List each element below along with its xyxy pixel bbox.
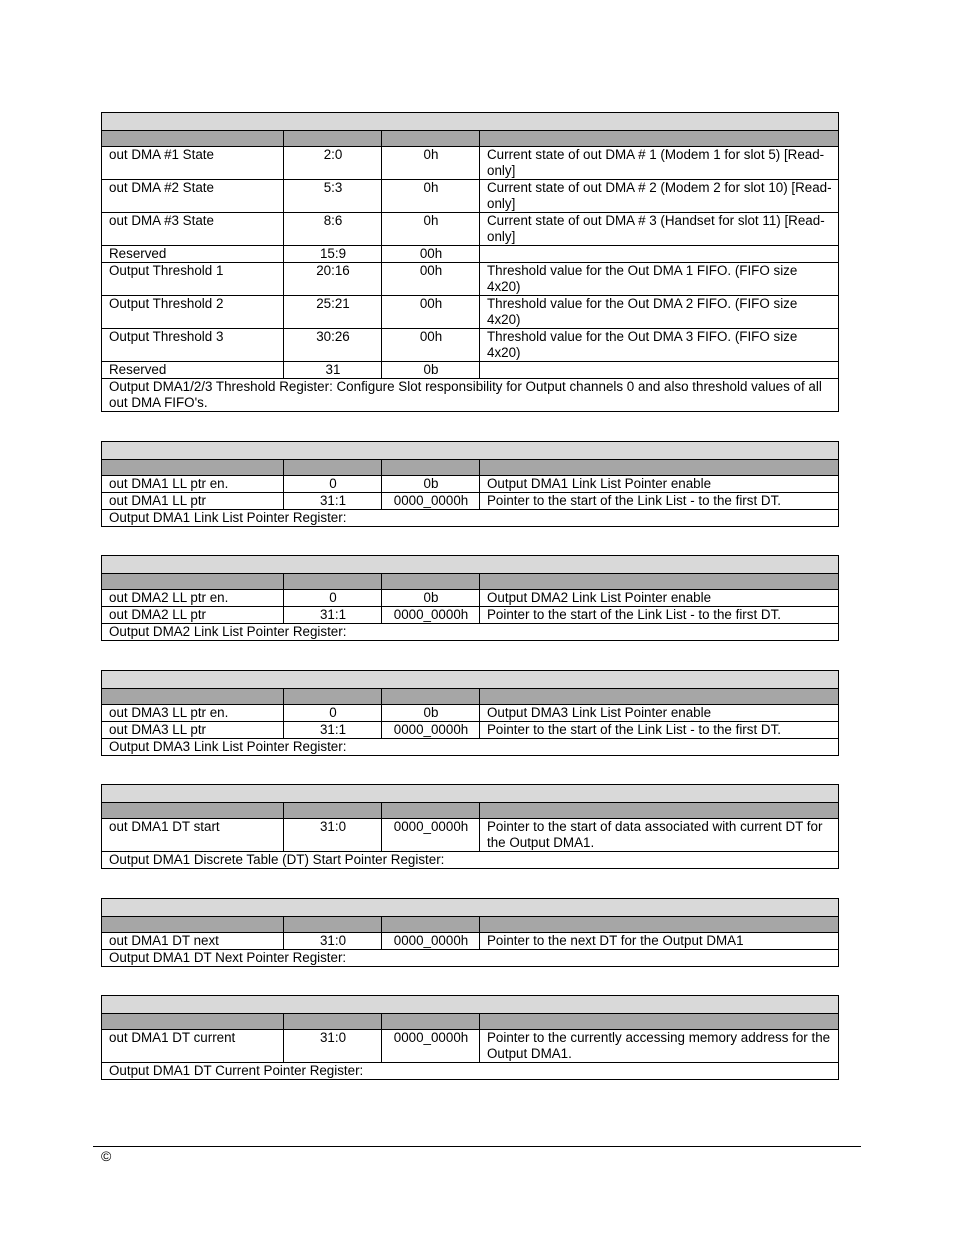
- field-default: 0000_0000h: [382, 607, 480, 624]
- field-row: [102, 722, 839, 739]
- field-default: 0b: [382, 476, 480, 493]
- field-default: 00h: [382, 246, 480, 263]
- field-description: Pointer to the start of the Link List - to the first DT.: [480, 493, 839, 510]
- field-row: [102, 246, 839, 263]
- register-note-row: [102, 379, 839, 412]
- field-bits: 31:0: [284, 933, 382, 950]
- field-bits: 0: [284, 476, 382, 493]
- register-note: Output DMA1 Link List Pointer Register:: [102, 510, 839, 527]
- column-header-cell: [102, 131, 284, 147]
- register-note: Output DMA3 Link List Pointer Register:: [102, 739, 839, 756]
- register-table: [101, 112, 838, 412]
- field-bits: 31:1: [284, 493, 382, 510]
- register-note: Output DMA2 Link List Pointer Register:: [102, 624, 839, 641]
- field-default: 00h: [382, 329, 480, 362]
- field-bits: 2:0: [284, 147, 382, 180]
- field-row: [102, 180, 839, 213]
- register-note-row: [102, 950, 839, 967]
- register-note: Output DMA1 DT Current Pointer Register:: [102, 1063, 839, 1080]
- register-table: [101, 898, 838, 967]
- field-description: Pointer to the start of the Link List - to the first DT.: [480, 722, 839, 739]
- register-title-bar: [102, 442, 839, 460]
- column-header-cell: [480, 574, 839, 590]
- field-description: Threshold value for the Out DMA 2 FIFO. (FIFO size 4x20): [480, 296, 839, 329]
- field-default: 0000_0000h: [382, 1030, 480, 1063]
- column-header-cell: [480, 131, 839, 147]
- field-description: Threshold value for the Out DMA 3 FIFO. (FIFO size 4x20): [480, 329, 839, 362]
- column-header-cell: [480, 1014, 839, 1030]
- register-table: [101, 441, 838, 527]
- footer-rule: [93, 1146, 861, 1147]
- field-row: [102, 493, 839, 510]
- column-header-cell: [102, 917, 284, 933]
- field-row: [102, 213, 839, 246]
- register-note-row: [102, 739, 839, 756]
- column-header-cell: [382, 689, 480, 705]
- title-cell: [102, 996, 839, 1014]
- field-name: Reserved: [102, 362, 284, 379]
- field-row: [102, 263, 839, 296]
- field-row: [102, 147, 839, 180]
- title-cell: [102, 671, 839, 689]
- copyright-symbol: ©: [101, 1148, 112, 1164]
- column-header-row: [102, 689, 839, 705]
- field-description: Pointer to the currently accessing memory address for the Output DMA1.: [480, 1030, 839, 1063]
- field-default: 00h: [382, 263, 480, 296]
- field-description: Pointer to the start of data associated with current DT for the Output DMA1.: [480, 819, 839, 852]
- field-description: [480, 362, 839, 379]
- field-name: out DMA2 LL ptr: [102, 607, 284, 624]
- column-header-cell: [284, 917, 382, 933]
- register-grid: [101, 784, 839, 869]
- title-cell: [102, 899, 839, 917]
- field-name: out DMA1 DT start: [102, 819, 284, 852]
- register-note-row: [102, 624, 839, 641]
- field-row: [102, 329, 839, 362]
- register-table: [101, 995, 838, 1080]
- column-header-cell: [284, 803, 382, 819]
- column-header-cell: [102, 460, 284, 476]
- field-bits: 5:3: [284, 180, 382, 213]
- register-note: Output DMA1 DT Next Pointer Register:: [102, 950, 839, 967]
- register-note-row: [102, 1063, 839, 1080]
- field-row: [102, 590, 839, 607]
- field-name: out DMA1 DT current: [102, 1030, 284, 1063]
- column-header-cell: [284, 460, 382, 476]
- field-description: Output DMA2 Link List Pointer enable: [480, 590, 839, 607]
- column-header-cell: [382, 574, 480, 590]
- field-bits: 0: [284, 705, 382, 722]
- field-name: out DMA3 LL ptr en.: [102, 705, 284, 722]
- field-bits: 31: [284, 362, 382, 379]
- field-default: 0000_0000h: [382, 722, 480, 739]
- column-header-cell: [382, 803, 480, 819]
- field-name: out DMA1 DT next: [102, 933, 284, 950]
- title-cell: [102, 113, 839, 131]
- register-title-bar: [102, 556, 839, 574]
- column-header-cell: [102, 689, 284, 705]
- field-bits: 30:26: [284, 329, 382, 362]
- field-bits: 8:6: [284, 213, 382, 246]
- title-cell: [102, 442, 839, 460]
- register-title-bar: [102, 113, 839, 131]
- column-header-cell: [284, 1014, 382, 1030]
- column-header-cell: [382, 131, 480, 147]
- register-title-bar: [102, 899, 839, 917]
- field-name: Output Threshold 1: [102, 263, 284, 296]
- column-header-row: [102, 460, 839, 476]
- register-note: Output DMA1/2/3 Threshold Register: Configure Slot responsibility for Output channels 0 and also threshold values of all out DMA FIFO's.: [102, 379, 839, 412]
- column-header-cell: [284, 574, 382, 590]
- field-description: Pointer to the start of the Link List - to the first DT.: [480, 607, 839, 624]
- column-header-cell: [102, 803, 284, 819]
- column-header-cell: [382, 460, 480, 476]
- register-grid: [101, 898, 839, 967]
- field-name: out DMA3 LL ptr: [102, 722, 284, 739]
- register-table: [101, 784, 838, 869]
- field-row: [102, 705, 839, 722]
- column-header-cell: [102, 574, 284, 590]
- field-bits: 31:0: [284, 1030, 382, 1063]
- field-default: 0b: [382, 362, 480, 379]
- field-row: [102, 296, 839, 329]
- column-header-row: [102, 803, 839, 819]
- field-bits: 31:1: [284, 607, 382, 624]
- field-bits: 25:21: [284, 296, 382, 329]
- field-default: 0000_0000h: [382, 819, 480, 852]
- field-default: 0b: [382, 705, 480, 722]
- register-title-bar: [102, 671, 839, 689]
- field-default: 0000_0000h: [382, 493, 480, 510]
- field-description: Threshold value for the Out DMA 1 FIFO. (FIFO size 4x20): [480, 263, 839, 296]
- field-default: 0h: [382, 213, 480, 246]
- field-row: [102, 819, 839, 852]
- register-grid: [101, 112, 839, 412]
- register-grid: [101, 995, 839, 1080]
- column-header-row: [102, 1014, 839, 1030]
- field-name: Output Threshold 2: [102, 296, 284, 329]
- column-header-cell: [480, 917, 839, 933]
- column-header-cell: [102, 1014, 284, 1030]
- field-name: out DMA1 LL ptr en.: [102, 476, 284, 493]
- field-description: Output DMA1 Link List Pointer enable: [480, 476, 839, 493]
- field-name: Output Threshold 3: [102, 329, 284, 362]
- column-header-cell: [480, 689, 839, 705]
- column-header-row: [102, 131, 839, 147]
- register-title-bar: [102, 785, 839, 803]
- field-row: [102, 362, 839, 379]
- field-description: Pointer to the next DT for the Output DMA1: [480, 933, 839, 950]
- column-header-row: [102, 917, 839, 933]
- field-default: 0000_0000h: [382, 933, 480, 950]
- field-row: [102, 933, 839, 950]
- field-description: [480, 246, 839, 263]
- register-note: Output DMA1 Discrete Table (DT) Start Pointer Register:: [102, 852, 839, 869]
- title-cell: [102, 785, 839, 803]
- column-header-cell: [284, 131, 382, 147]
- column-header-cell: [284, 689, 382, 705]
- field-default: 0h: [382, 180, 480, 213]
- field-bits: 20:16: [284, 263, 382, 296]
- column-header-cell: [480, 460, 839, 476]
- field-row: [102, 476, 839, 493]
- field-row: [102, 1030, 839, 1063]
- field-row: [102, 607, 839, 624]
- register-note-row: [102, 510, 839, 527]
- field-description: Current state of out DMA # 3 (Handset for slot 11) [Read-only]: [480, 213, 839, 246]
- register-table: [101, 670, 838, 756]
- register-grid: [101, 670, 839, 756]
- column-header-cell: [382, 1014, 480, 1030]
- column-header-row: [102, 574, 839, 590]
- register-note-row: [102, 852, 839, 869]
- field-bits: 31:1: [284, 722, 382, 739]
- field-name: out DMA2 LL ptr en.: [102, 590, 284, 607]
- field-default: 0b: [382, 590, 480, 607]
- field-default: 00h: [382, 296, 480, 329]
- field-name: out DMA1 LL ptr: [102, 493, 284, 510]
- field-name: out DMA #3 State: [102, 213, 284, 246]
- field-description: Current state of out DMA # 1 (Modem 1 for slot 5) [Read-only]: [480, 147, 839, 180]
- field-description: Output DMA3 Link List Pointer enable: [480, 705, 839, 722]
- field-description: Current state of out DMA # 2 (Modem 2 for slot 10) [Read-only]: [480, 180, 839, 213]
- field-name: out DMA #1 State: [102, 147, 284, 180]
- column-header-cell: [480, 803, 839, 819]
- field-bits: 0: [284, 590, 382, 607]
- field-name: out DMA #2 State: [102, 180, 284, 213]
- register-table: [101, 555, 838, 641]
- register-grid: [101, 555, 839, 641]
- column-header-cell: [382, 917, 480, 933]
- title-cell: [102, 556, 839, 574]
- field-bits: 31:0: [284, 819, 382, 852]
- field-bits: 15:9: [284, 246, 382, 263]
- field-name: Reserved: [102, 246, 284, 263]
- register-grid: [101, 441, 839, 527]
- register-title-bar: [102, 996, 839, 1014]
- field-default: 0h: [382, 147, 480, 180]
